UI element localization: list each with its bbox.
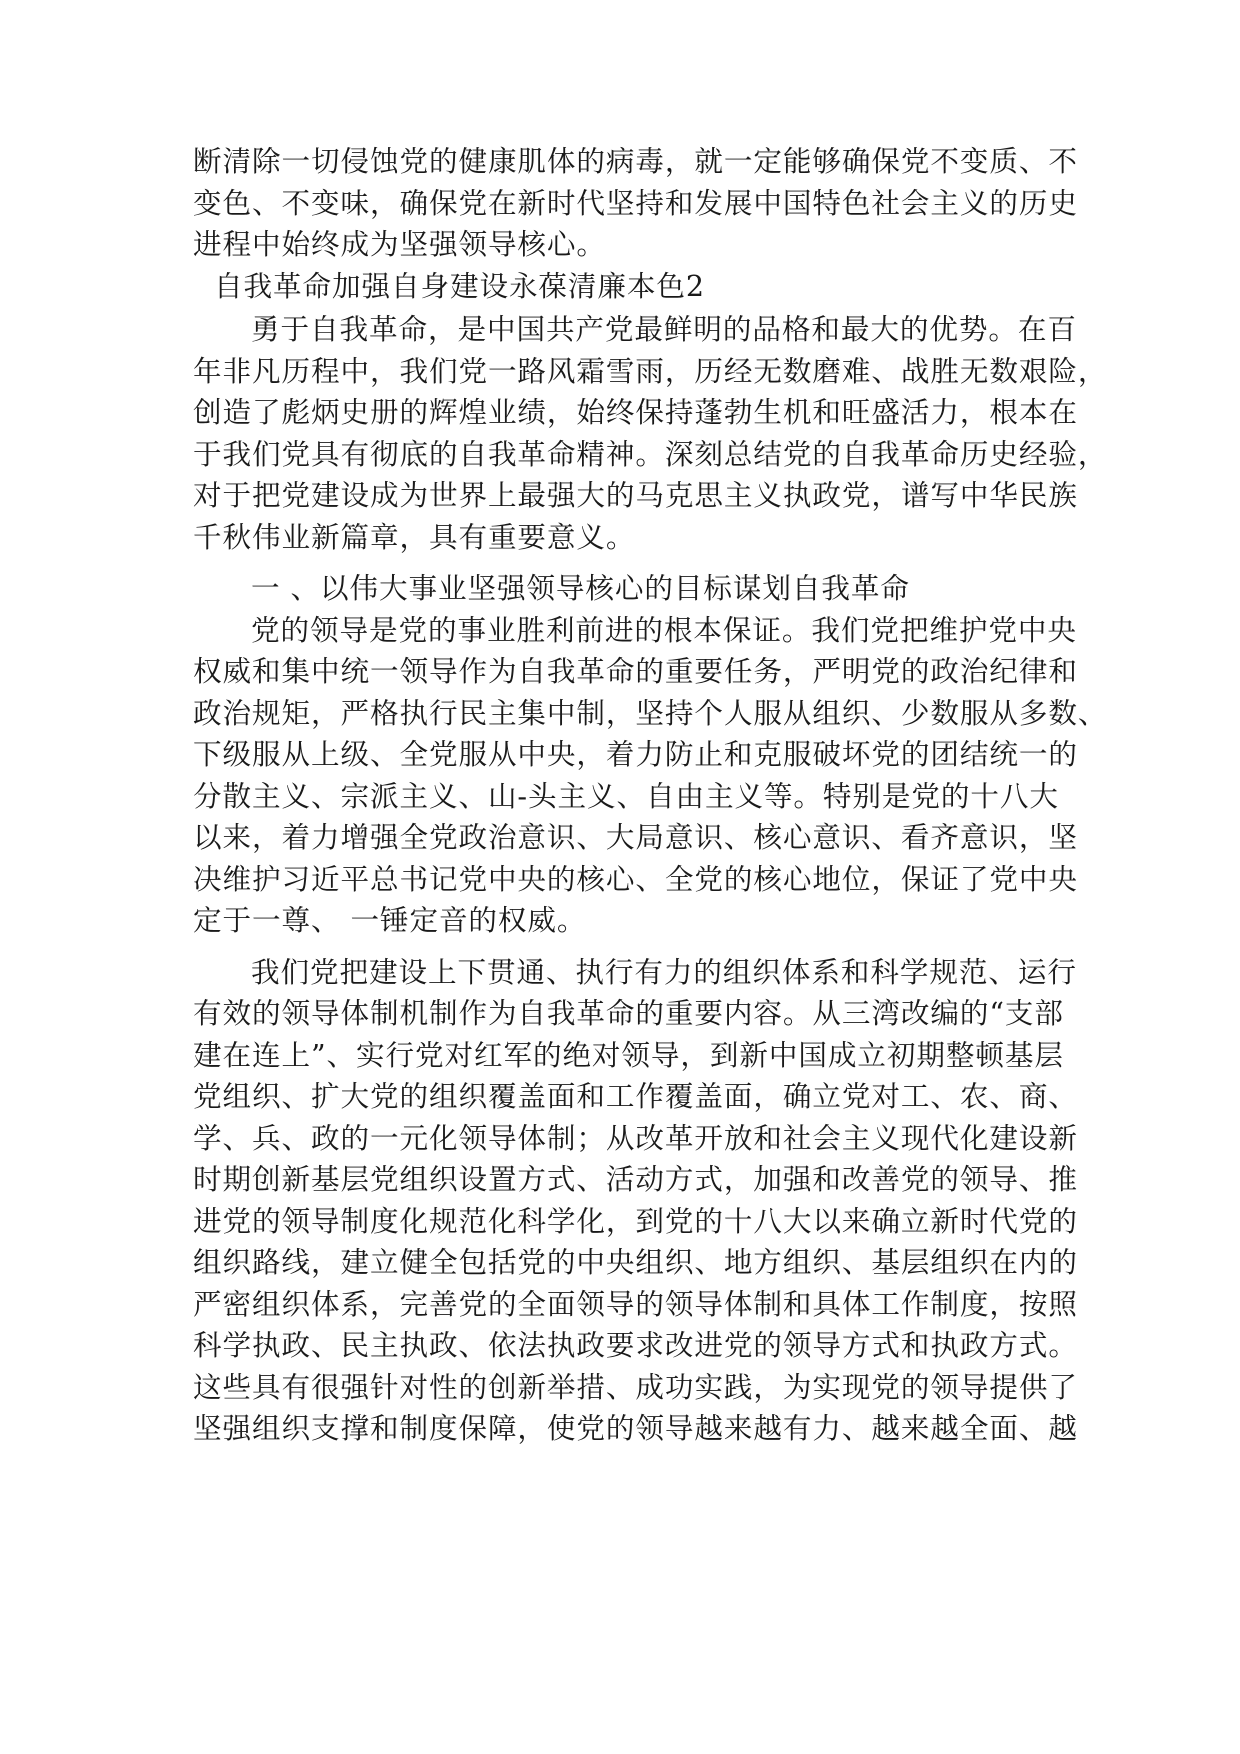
document-body (193, 141, 1108, 1450)
intro-line: 进程中始终成为坚强领导核心。 (193, 227, 606, 261)
paragraph-line: 年非凡历程中，我们党一路风霜雪雨，历经无数磨难、战胜无数艰险， (193, 353, 1108, 388)
paragraph-line: 政治规矩，严格执行民主集中制，坚持个人服从组织、少数服从多数、 (193, 695, 1108, 730)
paragraph-line: 党的领导是党的事业胜利前进的根本保证。我们党把维护党中央 (251, 612, 1077, 647)
paragraph-line: 时期创新基层党组织设置方式、活动方式，加强和改善党的领导、推 (193, 1162, 1078, 1196)
paragraph-line: 下级服从上级、全党服从中央，着力防止和克服破坏党的团结统一的 (193, 737, 1078, 771)
paragraph-line: 科学执政、民主执政、依法执政要求改进党的领导方式和执政方式。 (193, 1328, 1078, 1362)
paragraph-line: 学、兵、政的一元化领导体制；从改革开放和社会主义现代化建设新 (193, 1120, 1078, 1155)
paragraph-line: 党组织、扩大党的组织覆盖面和工作覆盖面，确立党对工、农、商、 (193, 1079, 1078, 1113)
section-heading: 一 、以伟大事业坚强领导核心的目标谋划自我革命 (251, 571, 910, 605)
paragraph-line: 权威和集中统一领导作为自我革命的重要任务，严明党的政治纪律和 (193, 654, 1078, 688)
paragraph-line: 进党的领导制度化规范化科学化，到党的十八大以来确立新时代党的 (193, 1203, 1078, 1238)
paragraph-line: 我们党把建设上下贯通、执行有力的组织体系和科学规范、运行 (251, 954, 1077, 989)
intro-line: 断清除一切侵蚀党的健康肌体的病毒，就一定能够确保党不变质、不 (193, 144, 1078, 178)
paragraph-3 (193, 952, 1078, 1450)
paragraph-line: 坚强组织支撑和制度保障，使党的领导越来越有力、越来越全面、越 (193, 1411, 1078, 1445)
paragraph-line: 以来，着力增强全党政治意识、大局意识、核心意识、看齐意识，坚 (193, 820, 1078, 854)
article-title: 自我革命加强自身建设永葆清廉本色2 (214, 268, 705, 303)
paragraph-line: 定于一尊、 一锤定音的权威。 (193, 903, 587, 937)
paragraph-line: 有效的领导体制机制作为自我革命的重要内容。从三湾改编的“支部 (193, 996, 1064, 1030)
paragraph-line: 创造了彪炳史册的辉煌业绩，始终保持蓬勃生机和旺盛活力，根本在 (193, 395, 1078, 429)
paragraph-line: 勇于自我革命，是中国共产党最鲜明的品格和最大的优势。在百 (251, 312, 1077, 346)
paragraph-line: 决维护习近平总书记党中央的核心、全党的核心地位，保证了党中央 (193, 861, 1078, 896)
paragraph-line: 严密组织体系，完善党的全面领导的领导体制和具体工作制度，按照 (193, 1286, 1078, 1321)
paragraph-line: 这些具有很强针对性的创新举措、成功实践，为实现党的领导提供了 (193, 1369, 1078, 1404)
paragraph-line: 组织路线，建立健全包括党的中央组织、地方组织、基层组织在内的 (193, 1245, 1078, 1279)
intro-line: 变色、不变味，确保党在新时代坚持和发展中国特色社会主义的历史 (193, 185, 1078, 220)
paragraph-line: 分散主义、宗派主义、山-头主义、自由主义等。特别是党的十八大 (193, 778, 1059, 813)
paragraph-line: 对于把党建设成为世界上最强大的马克思主义执政党，谱写中华民族 (193, 478, 1078, 512)
paragraph-1 (193, 309, 1108, 558)
paragraph-line: 千秋伟业新篇章，具有重要意义。 (193, 519, 636, 554)
paragraph-line: 于我们党具有彻底的自我革命精神。深刻总结党的自我革命历史经验， (193, 436, 1108, 471)
paragraph-line: 建在连上”、实行党对红军的绝对领导，到新中国成立初期整顿基层 (193, 1037, 1064, 1072)
paragraph-2 (193, 610, 1108, 942)
intro-paragraph (193, 141, 1078, 266)
